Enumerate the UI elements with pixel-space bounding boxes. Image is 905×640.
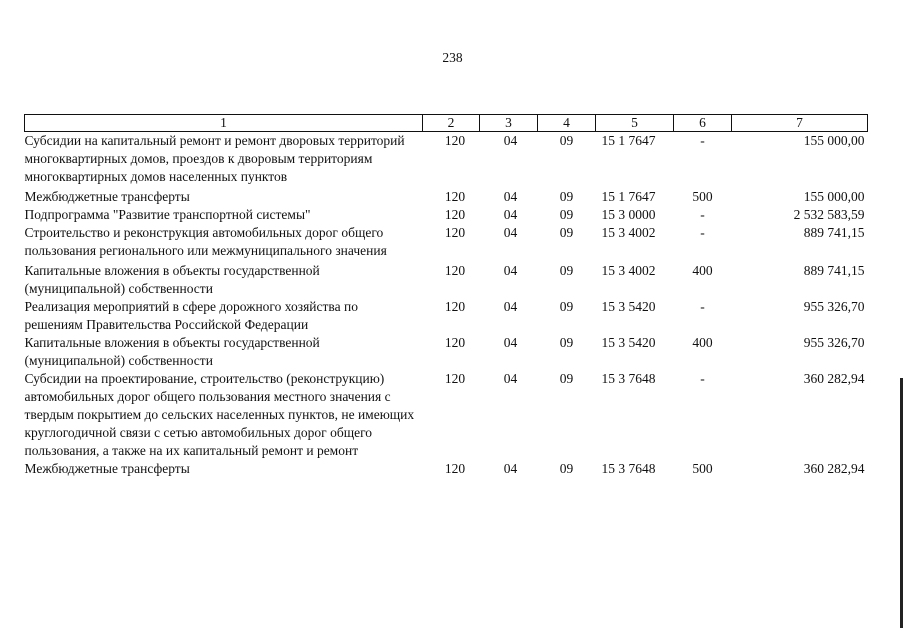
table-row bbox=[25, 334, 868, 370]
column-header-7: 7 bbox=[732, 115, 868, 132]
amount: 889 741,15 bbox=[803, 225, 865, 240]
amount: 955 326,70 bbox=[803, 299, 865, 314]
code-subsection: 09 bbox=[559, 189, 574, 204]
table-row bbox=[25, 132, 868, 189]
code-expense-type: - bbox=[700, 371, 705, 386]
amount: 360 282,94 bbox=[803, 461, 865, 476]
code-subsection: 09 bbox=[559, 371, 574, 386]
code-subsection: 09 bbox=[559, 263, 574, 278]
code-ministry: 120 bbox=[444, 225, 466, 240]
column-header-6: 6 bbox=[674, 115, 732, 132]
code-ministry: 120 bbox=[444, 335, 466, 350]
budget-table bbox=[24, 114, 868, 478]
code-section: 04 bbox=[503, 335, 518, 350]
item-name: Реализация мероприятий в сфере дорожного хозяйства по решениям Правительства Российской Федерации bbox=[24, 299, 358, 332]
code-ministry: 120 bbox=[444, 461, 466, 476]
code-section: 04 bbox=[503, 207, 518, 222]
code-target: 15 3 5420 bbox=[601, 299, 656, 314]
page-number: 238 bbox=[442, 50, 463, 65]
code-expense-type: - bbox=[700, 133, 705, 148]
item-name: Межбюджетные трансферты bbox=[24, 461, 190, 476]
code-ministry: 120 bbox=[444, 207, 466, 222]
code-section: 04 bbox=[503, 299, 518, 314]
item-name: Капитальные вложения в объекты государственной (муниципальной) собственности bbox=[24, 263, 320, 296]
code-target: 15 3 7648 bbox=[601, 461, 656, 476]
item-name: Подпрограмма "Развитие транспортной системы" bbox=[24, 207, 311, 222]
code-target: 15 3 5420 bbox=[601, 335, 656, 350]
code-target: 15 1 7647 bbox=[601, 189, 656, 204]
code-section: 04 bbox=[503, 133, 518, 148]
table-row bbox=[25, 298, 868, 334]
code-ministry: 120 bbox=[444, 189, 466, 204]
scan-edge-mark bbox=[900, 378, 903, 628]
header-row bbox=[25, 115, 868, 132]
amount: 155 000,00 bbox=[803, 189, 865, 204]
table-row bbox=[25, 224, 868, 262]
code-section: 04 bbox=[503, 225, 518, 240]
amount: 955 326,70 bbox=[803, 335, 865, 350]
code-expense-type: 500 bbox=[692, 189, 713, 204]
code-expense-type: - bbox=[700, 299, 705, 314]
code-target: 15 3 7648 bbox=[601, 371, 656, 386]
item-name: Капитальные вложения в объекты государственной (муниципальной) собственности bbox=[24, 335, 320, 368]
column-header-3: 3 bbox=[480, 115, 538, 132]
code-expense-type: 400 bbox=[692, 335, 713, 350]
code-expense-type: 500 bbox=[692, 461, 713, 476]
code-target: 15 3 4002 bbox=[601, 225, 656, 240]
amount: 360 282,94 bbox=[803, 371, 865, 386]
code-target: 15 3 4002 bbox=[601, 263, 656, 278]
code-subsection: 09 bbox=[559, 225, 574, 240]
code-expense-type: - bbox=[700, 225, 705, 240]
amount: 889 741,15 bbox=[803, 263, 865, 278]
table-row bbox=[25, 460, 868, 478]
amount: 2 532 583,59 bbox=[793, 207, 865, 222]
table-row bbox=[25, 370, 868, 460]
item-name: Межбюджетные трансферты bbox=[24, 189, 190, 204]
table-row bbox=[25, 188, 868, 206]
code-ministry: 120 bbox=[444, 299, 466, 314]
code-expense-type: - bbox=[700, 207, 705, 222]
code-section: 04 bbox=[503, 189, 518, 204]
code-subsection: 09 bbox=[559, 299, 574, 314]
amount: 155 000,00 bbox=[803, 133, 865, 148]
code-ministry: 120 bbox=[444, 133, 466, 148]
column-header-5: 5 bbox=[596, 115, 674, 132]
column-header-1: 1 bbox=[25, 115, 423, 132]
code-target: 15 3 0000 bbox=[601, 207, 656, 222]
code-section: 04 bbox=[503, 263, 518, 278]
code-section: 04 bbox=[503, 461, 518, 476]
code-subsection: 09 bbox=[559, 207, 574, 222]
code-section: 04 bbox=[503, 371, 518, 386]
column-header-2: 2 bbox=[423, 115, 480, 132]
table-row bbox=[25, 206, 868, 224]
item-name: Строительство и реконструкция автомобильных дорог общего пользования регионального или межмуниципального значения bbox=[24, 225, 387, 258]
code-ministry: 120 bbox=[444, 371, 466, 386]
item-name: Субсидии на проектирование, строительство (реконструкцию) автомобильных дорог общего пользования местного значения с твердым покрытием до сельских населенных пунктов, не имеющих круглогодичной связи с сетью автомобильных дорог общего пользования, а также на их капитальный ремонт и ремонт bbox=[24, 371, 415, 458]
code-subsection: 09 bbox=[559, 133, 574, 148]
code-expense-type: 400 bbox=[692, 263, 713, 278]
code-subsection: 09 bbox=[559, 461, 574, 476]
code-ministry: 120 bbox=[444, 263, 466, 278]
code-target: 15 1 7647 bbox=[601, 133, 656, 148]
column-header-4: 4 bbox=[538, 115, 596, 132]
table-row bbox=[25, 262, 868, 298]
item-name: Субсидии на капитальный ремонт и ремонт дворовых территорий многоквартирных домов, проездов к дворовым территориям многоквартирных домов населенных пунктов bbox=[24, 133, 405, 184]
code-subsection: 09 bbox=[559, 335, 574, 350]
